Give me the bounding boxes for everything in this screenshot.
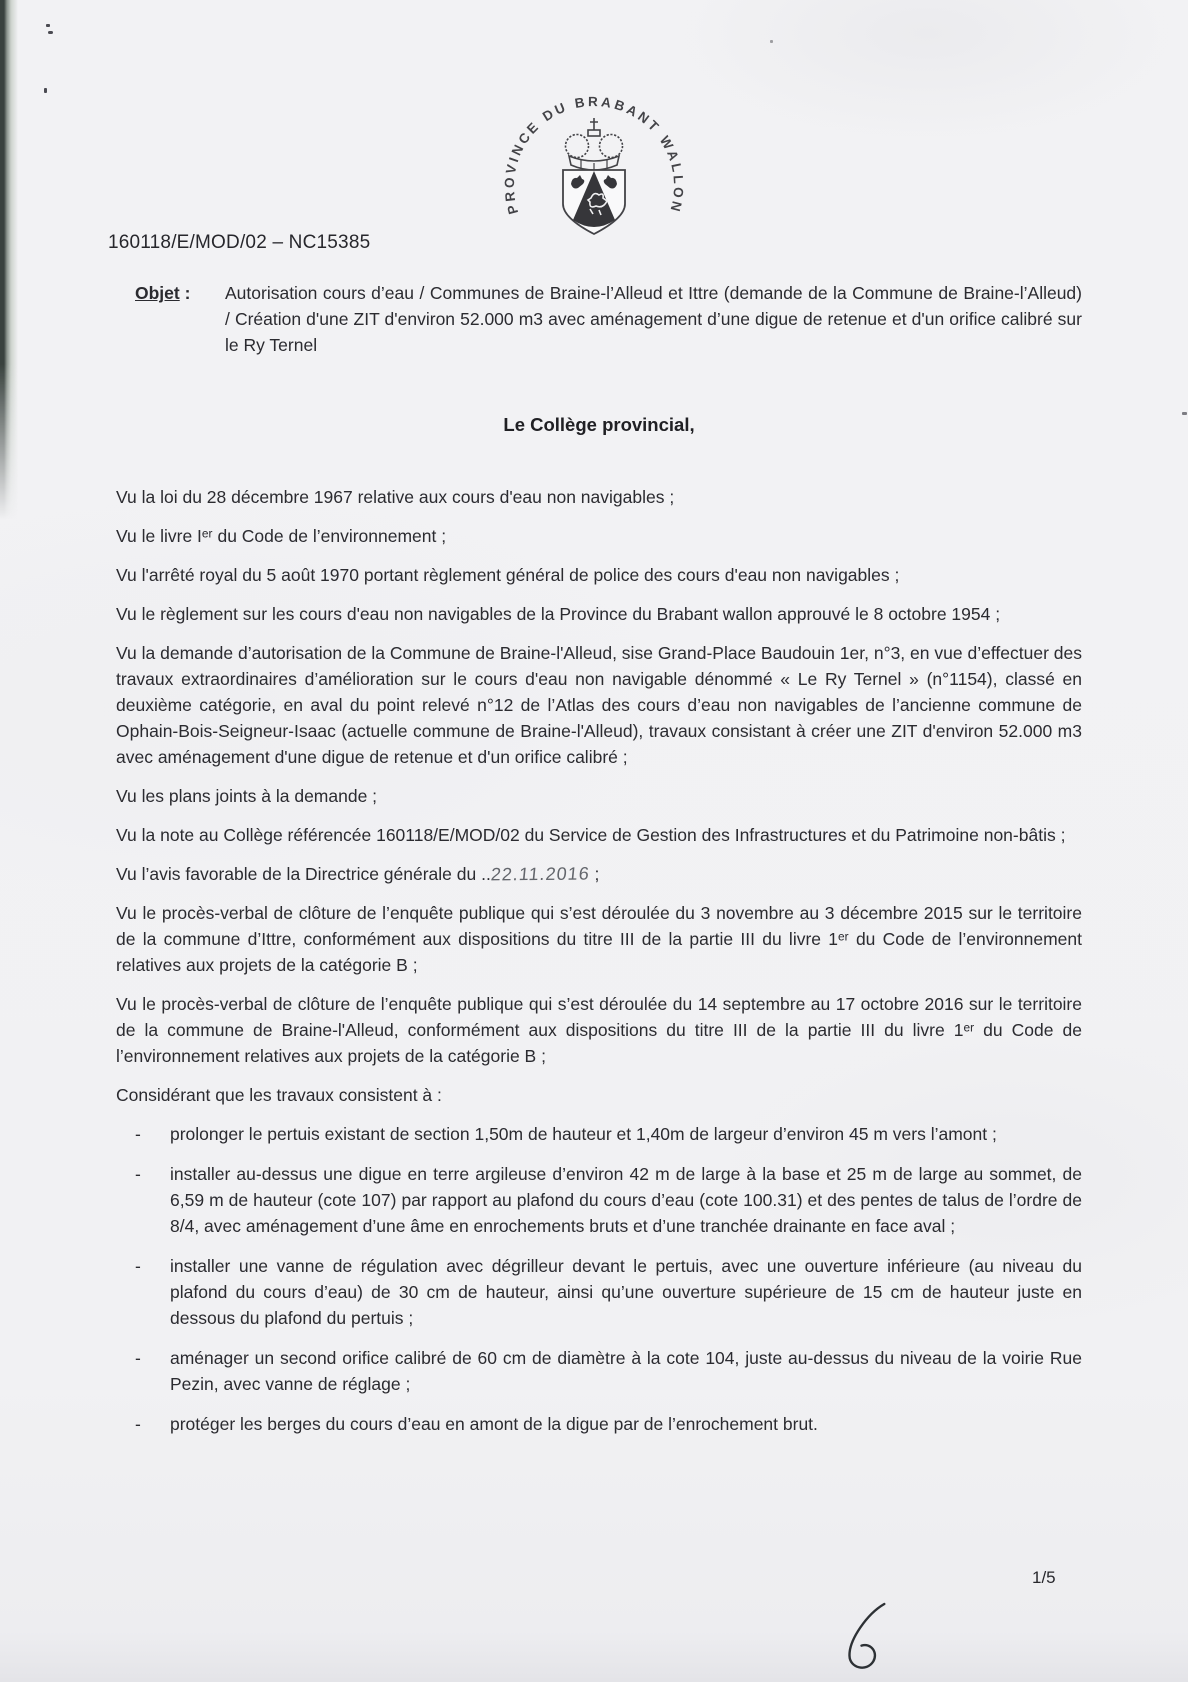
works-list	[116, 1121, 1082, 1437]
recital-paragraph-avis	[116, 861, 1082, 887]
scanner-edge-artifact	[0, 0, 18, 520]
scan-speck	[770, 40, 773, 43]
page-number: 1/5	[1032, 1568, 1056, 1587]
shield-icon	[563, 170, 625, 234]
subject-text: Autorisation cours d’eau / Communes de Braine-l’Alleud et Ittre (demande de la Commune de Braine-l’Alleud) / Création d'une ZIT d'environ 52.000 m3 avec aménagement d’une digue de retenue et d'un orifice calibré sur le Ry Ternel	[225, 283, 1082, 355]
dash-bullet: -	[135, 1348, 141, 1368]
recital-paragraph: Vu les plans joints à la demande ;	[116, 786, 378, 806]
scan-speck	[46, 24, 50, 27]
recital-paragraph: Vu le règlement sur les cours d'eau non navigables de la Province du Brabant wallon approuvé le 8 octobre 1954 ;	[116, 604, 1001, 624]
list-item: - prolonger le pertuis existant de section 1,50m de hauteur et 1,40m de largeur d’environ 45 m vers l’amont ;	[116, 1121, 1082, 1147]
list-item: - aménager un second orifice calibré de 60 cm de diamètre à la cote 104, juste au-dessus du niveau de la voirie Rue Pezin, avec vanne de réglage ;	[116, 1345, 1082, 1397]
crown-icon	[566, 118, 623, 171]
handwritten-date: 22.11.2016	[489, 863, 591, 885]
avis-suffix: ;	[589, 864, 600, 884]
scan-speck	[1182, 412, 1187, 415]
recital-paragraph: Vu le livre Iᵉʳ du Code de l’environnement ;	[116, 526, 447, 546]
recital-paragraph: Vu le procès-verbal de clôture de l’enquête publique qui s’est déroulée du 14 septembre au 17 octobre 2016 sur le territoire de la commune de Braine-l'Alleud, conformément aux dispositions du titre III de la partie III du livre 1ᵉʳ du Code de l’environnement relatives aux projets de la catégorie B ;	[116, 994, 1082, 1066]
dash-bullet: -	[135, 1164, 141, 1184]
document-reference: 160118/E/MOD/02 – NC15385	[108, 232, 371, 253]
subject-block	[116, 280, 1082, 358]
avis-prefix: Vu l’avis favorable de la Directrice générale du ..	[116, 864, 491, 884]
recital-paragraph: Vu la loi du 28 décembre 1967 relative aux cours d'eau non navigables ;	[116, 487, 675, 507]
scan-speck	[44, 88, 47, 93]
provincial-seal	[487, 92, 701, 246]
list-item: - installer au-dessus une digue en terre argileuse d’environ 42 m de large à la base et 25 m de large au sommet, de 6,59 m de hauteur (cote 107) par rapport au plafond du cours d’eau (cote 100.31) et des pentes de talus de l’ordre de 8/4, avec aménagement d’une âme en enrochements bruts et d’une tranchée drainante en face aval ;	[116, 1161, 1082, 1239]
recital-paragraph: Vu la note au Collège référencée 160118/E/MOD/02 du Service de Gestion des Infrastructures et du Patrimoine non-bâtis ;	[116, 825, 1066, 845]
scan-speck	[48, 31, 53, 34]
recital-paragraph: Vu la demande d’autorisation de la Commune de Braine-l'Alleud, sise Grand-Place Baudouin 1er, n°3, en vue d’effectuer des travaux extraordinaires d’amélioration sur le cours d'eau non navigable dénommé « Le Ry Ternel » (n°1154), classé en deuxième catégorie, en aval du point relevé n°12 de l’Atlas des cours d’eau non navigables de l’ancienne commune de Ophain-Bois-Seigneur-Isaac (actuelle commune de Braine-l'Alleud), travaux consistant à créer une ZIT d'environ 52.000 m3 avec aménagement d'une digue de retenue et d'un orifice calibré ;	[116, 643, 1082, 767]
recital-paragraph: Vu le procès-verbal de clôture de l’enquête publique qui s’est déroulée du 3 novembre au 3 décembre 2015 sur le territoire de la commune d’Ittre, conformément aux dispositions du titre III de la partie III du livre 1ᵉʳ du Code de l’environnement relatives aux projets de la catégorie B ;	[116, 903, 1082, 975]
dash-bullet: -	[135, 1124, 141, 1144]
dash-bullet: -	[135, 1256, 141, 1276]
subject-label: Objet :	[135, 283, 191, 303]
list-item: - protéger les berges du cours d’eau en amont de la digue par de l’enrochement brut.	[116, 1411, 1082, 1437]
handwritten-number	[828, 1599, 906, 1682]
considering-line: Considérant que les travaux consistent à :	[116, 1085, 442, 1105]
recital-paragraph: Vu l'arrêté royal du 5 août 1970 portant règlement général de police des cours d'eau non navigables ;	[116, 565, 900, 585]
list-item: - installer une vanne de régulation avec dégrilleur devant le pertuis, avec une ouverture inférieure (au niveau du plafond du cours d’eau) de 30 cm de hauteur, ainsi qu’une ouverture supérieure de 15 cm de hauteur juste en dessous du plafond du pertuis ;	[116, 1253, 1082, 1331]
document-heading: Le Collège provincial,	[503, 414, 695, 435]
dash-bullet: -	[135, 1414, 141, 1434]
seal-arc-text: PROVINCE DU BRABANT WALLON	[501, 94, 687, 216]
